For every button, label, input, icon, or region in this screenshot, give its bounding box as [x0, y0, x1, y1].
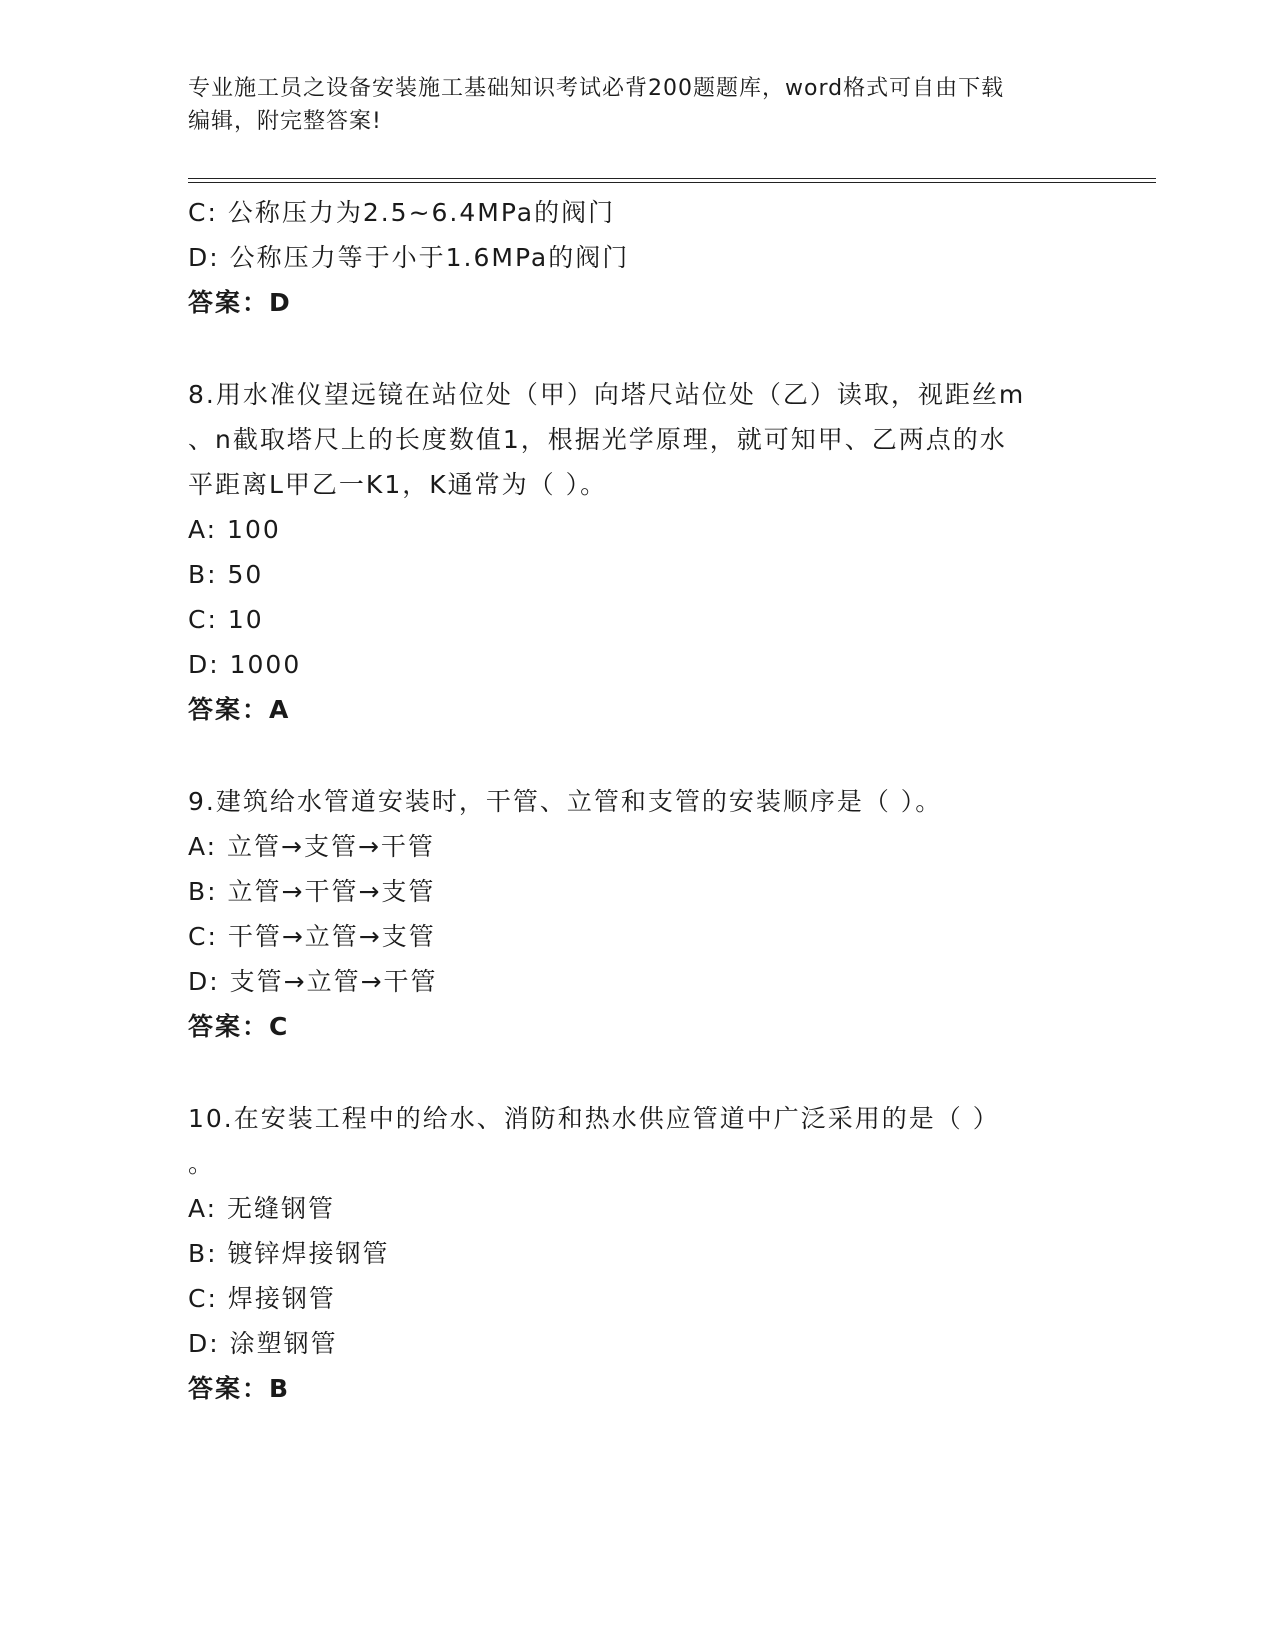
header-line-2: 编辑，附完整答案! — [188, 109, 382, 134]
spacer — [188, 325, 1088, 372]
option-d: D: 公称压力等于小于1.6MPa的阀门 — [188, 243, 630, 272]
answer: 答案：D — [188, 288, 292, 317]
document-body — [188, 190, 1088, 1411]
option-a: A: 100 — [188, 515, 281, 544]
answer: 答案：B — [188, 1374, 291, 1403]
question-text-line: 。 — [188, 1149, 216, 1178]
option-a: A: 立管→支管→干管 — [188, 832, 435, 861]
header-divider — [188, 178, 1156, 183]
option-d: D: 支管→立管→干管 — [188, 967, 438, 996]
question-text-line: 10.在安装工程中的给水、消防和热水供应管道中广泛采用的是（ ） — [188, 1104, 1000, 1133]
option-c: C: 干管→立管→支管 — [188, 922, 436, 951]
option-d: D: 1000 — [188, 650, 302, 679]
option-b: B: 50 — [188, 560, 264, 589]
option-b: B: 镀锌焊接钢管 — [188, 1239, 390, 1268]
question-9 — [188, 779, 1088, 1049]
question-text-line: 、n截取塔尺上的长度数值1，根据光学原理，就可知甲、乙两点的水 — [188, 425, 1007, 454]
answer: 答案：A — [188, 695, 291, 724]
question-text-line: 9.建筑给水管道安装时，干管、立管和支管的安装顺序是（ ）。 — [188, 787, 943, 816]
option-c: C: 公称压力为2.5~6.4MPa的阀门 — [188, 198, 616, 227]
question-text-line: 8.用水准仪望远镜在站位处（甲）向塔尺站位处（乙）读取，视距丝m — [188, 380, 1026, 409]
option-b: B: 立管→干管→支管 — [188, 877, 436, 906]
option-d: D: 涂塑钢管 — [188, 1329, 338, 1358]
header-line-1: 专业施工员之设备安装施工基础知识考试必背200题题库，word格式可自由下载 — [188, 76, 1005, 101]
option-c: C: 焊接钢管 — [188, 1284, 336, 1313]
spacer — [188, 732, 1088, 779]
question-10 — [188, 1096, 1088, 1411]
page-header — [188, 72, 1088, 138]
option-a: A: 无缝钢管 — [188, 1194, 336, 1223]
previous-question-tail — [188, 190, 1088, 325]
question-8 — [188, 372, 1088, 732]
spacer — [188, 1049, 1088, 1096]
option-c: C: 10 — [188, 605, 264, 634]
answer: 答案：C — [188, 1012, 290, 1041]
question-text-line: 平距离L甲乙一K1，K通常为（ ）。 — [188, 470, 608, 499]
